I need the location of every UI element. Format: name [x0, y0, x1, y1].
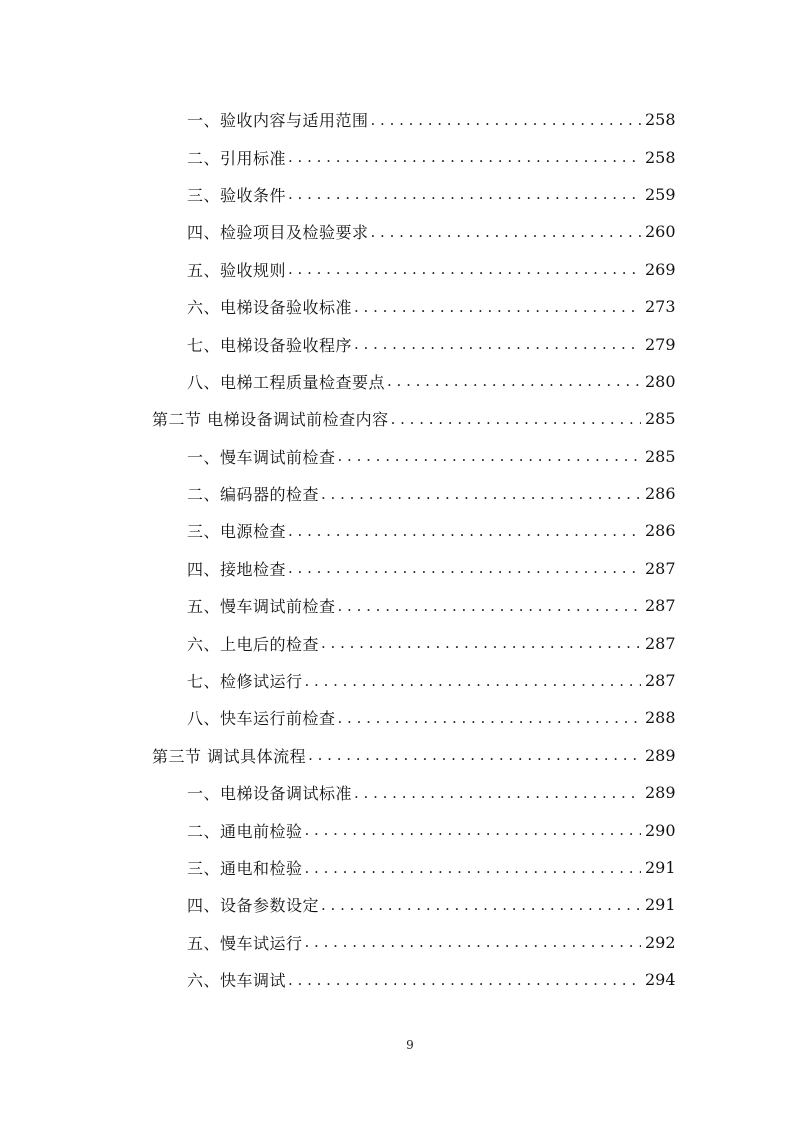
- toc-entry-page: 291: [645, 895, 676, 915]
- toc-entry[interactable]: [0, 811, 793, 848]
- toc-entry[interactable]: [0, 438, 793, 475]
- toc-entry-title: 六、电梯设备验收标准: [187, 298, 353, 318]
- toc-entry-page: 286: [645, 521, 676, 541]
- toc-dot-leader: [338, 597, 641, 615]
- toc-dot-leader: [305, 859, 641, 877]
- toc-dot-leader: [371, 223, 641, 241]
- toc-dot-leader: [288, 522, 641, 540]
- toc-entry[interactable]: [0, 662, 793, 699]
- toc-entry[interactable]: [0, 138, 793, 175]
- toc-entry-title: 四、设备参数设定: [187, 896, 320, 916]
- toc-entry-page: 258: [645, 110, 676, 130]
- toc-entry[interactable]: [0, 961, 793, 998]
- toc-entry-page: 288: [645, 708, 676, 728]
- toc-dot-leader: [338, 709, 641, 727]
- toc-entry-title: 三、验收条件: [187, 185, 287, 205]
- toc-entry-title: 四、接地检查: [187, 559, 287, 579]
- toc-entry-title: 三、电源检查: [187, 522, 287, 542]
- toc-entry-title: 七、检修试运行: [187, 672, 303, 692]
- toc-section-entry[interactable]: [0, 400, 793, 437]
- toc-entry-page: 289: [645, 745, 676, 765]
- toc-entry-title: 四、检验项目及检验要求: [187, 223, 369, 243]
- toc-dot-leader: [371, 111, 641, 129]
- toc-dot-leader: [321, 896, 641, 914]
- toc-dot-leader: [288, 971, 641, 989]
- toc-entry-page: 273: [645, 297, 676, 317]
- toc-entry-title: 七、电梯设备验收程序: [187, 335, 353, 355]
- toc-entry-title: 六、上电后的检查: [187, 634, 320, 654]
- toc-entry-page: 285: [645, 409, 676, 429]
- toc-entry[interactable]: [0, 251, 793, 288]
- toc-entry-page: 287: [645, 596, 676, 616]
- toc-dot-leader: [354, 335, 641, 353]
- toc-entry-page: 286: [645, 484, 676, 504]
- toc-entry-page: 287: [645, 633, 676, 653]
- toc-entry[interactable]: [0, 512, 793, 549]
- toc-entry-title: 五、慢车试运行: [187, 933, 303, 953]
- toc-entry[interactable]: [0, 101, 793, 138]
- toc-dot-leader: [391, 410, 641, 428]
- toc-entry[interactable]: [0, 699, 793, 736]
- toc-entry-title: 五、验收规则: [187, 260, 287, 280]
- toc-entry[interactable]: [0, 587, 793, 624]
- toc-entry[interactable]: [0, 550, 793, 587]
- toc-entry-page: 258: [645, 147, 676, 167]
- toc-dot-leader: [305, 933, 641, 951]
- toc-entry[interactable]: [0, 475, 793, 512]
- toc-dot-leader: [288, 148, 641, 166]
- toc-entry-title: 第二节 电梯设备调试前检查内容: [152, 410, 389, 430]
- toc-entry-page: 290: [645, 820, 676, 840]
- toc-dot-leader: [338, 447, 641, 465]
- toc-dot-leader: [288, 185, 641, 203]
- toc-entry[interactable]: [0, 624, 793, 661]
- toc-dot-leader: [321, 485, 641, 503]
- toc-entry-title: 三、通电和检验: [187, 859, 303, 878]
- toc-entry-title: 二、通电前检验: [187, 821, 303, 841]
- toc-entry-title: 一、验收内容与适用范围: [187, 111, 369, 131]
- toc-section-entry[interactable]: [0, 737, 793, 774]
- toc-entry-page: 292: [645, 932, 676, 952]
- toc-entry[interactable]: [0, 288, 793, 325]
- toc-dot-leader: [354, 298, 641, 316]
- toc-entry-page: 260: [645, 222, 676, 242]
- toc-entry-title: 二、引用标准: [187, 148, 287, 168]
- toc-entry-page: 279: [645, 334, 676, 354]
- toc-dot-leader: [305, 821, 641, 839]
- toc-entry-page: 285: [645, 446, 676, 466]
- toc-entry-title: 八、快车运行前检查: [187, 709, 336, 729]
- toc-entry[interactable]: [0, 363, 793, 400]
- toc-entry[interactable]: [0, 176, 793, 213]
- toc-entry-title: 一、电梯设备调试标准: [187, 784, 353, 804]
- toc-entry-page: 259: [645, 184, 676, 204]
- toc-dot-leader: [354, 784, 641, 802]
- toc-entry-page: 287: [645, 671, 676, 691]
- toc-entry[interactable]: [0, 924, 793, 961]
- toc-entry-page: 294: [645, 970, 676, 990]
- toc-entry[interactable]: [0, 886, 793, 923]
- toc-entry[interactable]: [0, 325, 793, 362]
- toc-entry-page: 289: [645, 783, 676, 803]
- toc-dot-leader: [305, 672, 641, 690]
- page-number: 9: [406, 1038, 414, 1052]
- toc-entry-title: 一、慢车调试前检查: [187, 447, 336, 467]
- toc-entry-page: 269: [645, 259, 676, 279]
- toc-dot-leader: [308, 746, 641, 764]
- table-of-contents: [0, 101, 793, 998]
- toc-entry[interactable]: [0, 774, 793, 811]
- toc-entry-page: 291: [645, 858, 676, 877]
- toc-dot-leader: [387, 372, 641, 390]
- toc-dot-leader: [321, 634, 641, 652]
- toc-entry-page: 287: [645, 558, 676, 578]
- toc-entry-title: 八、电梯工程质量检查要点: [187, 372, 386, 392]
- toc-dot-leader: [288, 260, 641, 278]
- toc-entry-title: 第三节 调试具体流程: [152, 746, 307, 766]
- toc-entry-title: 五、慢车调试前检查: [187, 597, 336, 617]
- toc-entry-title: 六、快车调试: [187, 971, 287, 991]
- toc-entry-page: 280: [645, 371, 676, 391]
- toc-entry[interactable]: [0, 849, 793, 886]
- toc-dot-leader: [288, 559, 641, 577]
- toc-entry-title: 二、编码器的检查: [187, 485, 320, 505]
- toc-entry[interactable]: [0, 213, 793, 250]
